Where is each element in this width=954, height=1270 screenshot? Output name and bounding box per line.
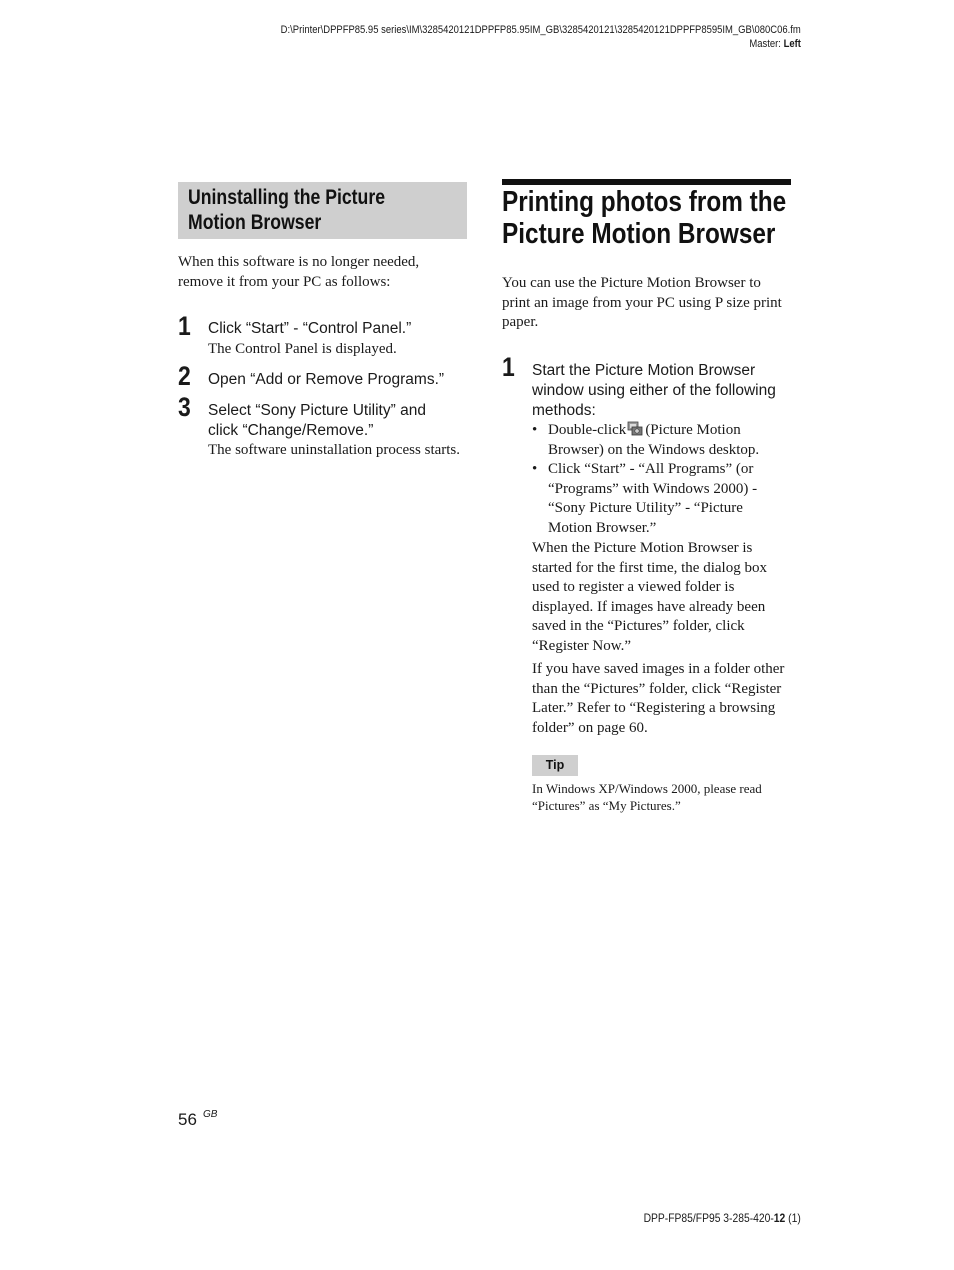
bullet-line: Motion Browser.”	[548, 519, 657, 536]
bullet-line: “Sony Picture Utility” - “Picture	[548, 500, 743, 517]
master-label: Master:	[749, 38, 782, 50]
step-result: The Control Panel is displayed.	[208, 341, 397, 357]
intro-line: remove it from your PC as follows:	[178, 273, 391, 290]
tip-label: Tip	[532, 755, 578, 776]
footer-model	[644, 1211, 801, 1225]
intro-line: paper.	[502, 314, 539, 330]
step-text-line: window using either of the following	[532, 382, 776, 399]
paragraph-line: “Register Now.”	[532, 637, 631, 654]
register-later-paragraph	[532, 660, 794, 738]
footer-model-text: DPP-FP85/FP95 3-285-420-	[643, 1211, 775, 1225]
bullet-text: (Picture Motion	[645, 422, 741, 438]
first-start-paragraph	[532, 539, 794, 656]
paragraph-line: When the Picture Motion Browser is	[532, 540, 753, 556]
page-region: GB	[203, 1109, 218, 1120]
section-heading-line: Motion Browser	[188, 211, 322, 234]
picture-motion-browser-icon	[627, 421, 643, 436]
footer-revision-suffix: (1)	[785, 1211, 801, 1225]
paragraph-line: started for the first time, the dialog box	[532, 559, 767, 576]
section-heading-line: Uninstalling the Picture	[188, 186, 386, 209]
step-text	[532, 361, 794, 421]
uninstall-intro	[178, 253, 478, 292]
footer-revision: 12	[774, 1211, 786, 1225]
step-text	[208, 401, 426, 441]
intro-line: You can use the Picture Motion Browser to	[502, 275, 761, 291]
step-number: 1	[178, 311, 191, 341]
page-number: 56	[178, 1110, 197, 1129]
master-value: Left	[783, 38, 801, 50]
section-heading	[188, 185, 457, 235]
list-item	[532, 421, 792, 460]
list-item	[532, 460, 792, 538]
page-title-line: Printing photos from the	[502, 186, 787, 218]
paragraph-line: Later.” Refer to “Registering a browsing	[532, 700, 776, 716]
bullet-line: Browser) on the Windows desktop.	[548, 441, 760, 458]
method-list	[532, 421, 792, 539]
bullet-line: Click “Start” - “All Programs” (or	[548, 461, 754, 478]
paragraph-line: saved in the “Pictures” folder, click	[532, 618, 745, 634]
intro-line: print an image from your PC using P size print	[502, 294, 782, 311]
step-text-line: click “Change/Remove.”	[208, 422, 374, 439]
tip-line: In Windows XP/Windows 2000, please read	[532, 781, 762, 796]
step-number: 2	[178, 361, 191, 391]
paragraph-line: folder” on page 60.	[532, 719, 648, 736]
paragraph-line: displayed. If images have already been	[532, 598, 766, 615]
step-result: The software uninstallation process starts.	[208, 442, 461, 458]
section-heading-box	[178, 182, 467, 239]
page-title	[502, 186, 788, 250]
step-text: Click “Start” - “Control Panel.”	[208, 320, 412, 337]
step-number: 1	[502, 352, 515, 382]
bullet-text: Double-click	[548, 422, 627, 438]
tip-line: “Pictures” as “My Pictures.”	[532, 798, 681, 813]
intro-line: When this software is no longer needed,	[178, 254, 420, 270]
page-title-line: Picture Motion Browser	[502, 218, 776, 250]
paragraph-line: If you have saved images in a folder other	[532, 661, 785, 677]
bullet-line	[548, 421, 792, 441]
header-file-path: D:\Printer\DPPFP85.95 series\IM\3285420121DPPFP85.95IM_GB\3285420121\3285420121DPPFP8595IM_GB\080C06.fm	[280, 24, 801, 36]
printing-intro	[502, 274, 802, 333]
bullet-dot: •	[532, 422, 538, 438]
paragraph-line: than the “Pictures” folder, click “Register	[532, 680, 782, 697]
step-text-line: Start the Picture Motion Browser	[532, 362, 756, 379]
title-rule	[502, 179, 791, 185]
step-number: 3	[178, 392, 191, 422]
bullet-dot: •	[532, 461, 538, 478]
bullet-line: “Programs” with Windows 2000) -	[548, 480, 758, 497]
step-text-line: Select “Sony Picture Utility” and	[208, 402, 426, 419]
step-text-line: methods:	[532, 402, 596, 419]
step-text: Open “Add or Remove Programs.”	[208, 371, 445, 388]
header-master	[749, 37, 801, 51]
paragraph-line: used to register a viewed folder is	[532, 579, 735, 595]
tip-text	[532, 780, 792, 814]
